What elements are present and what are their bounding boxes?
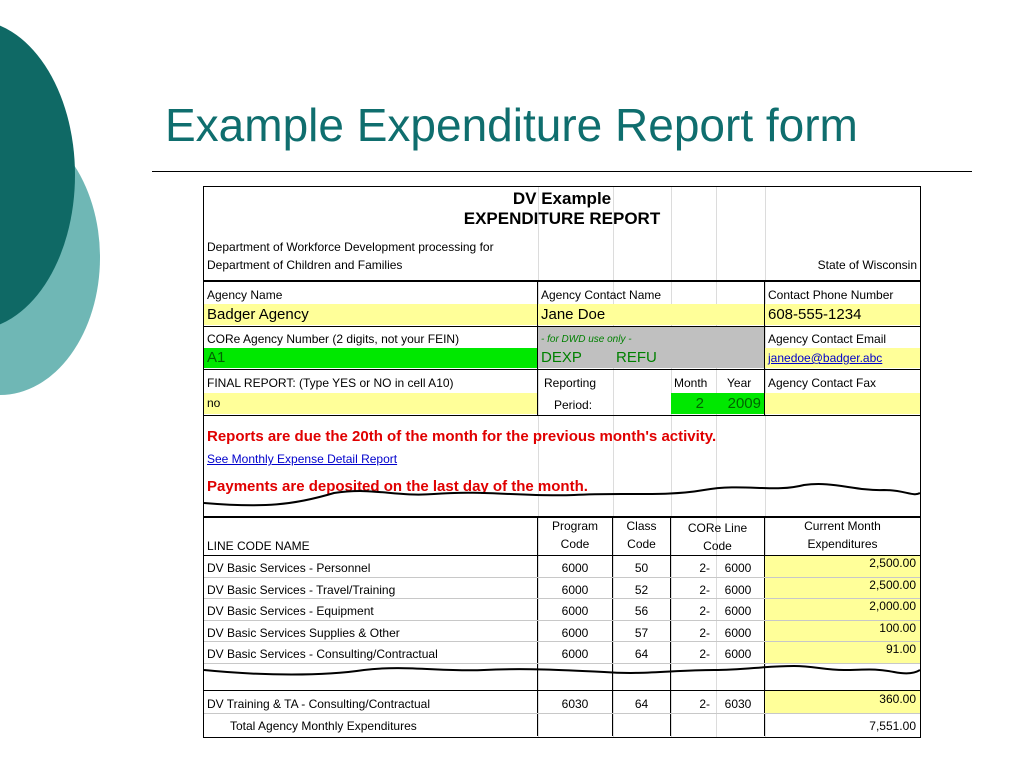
row-program-code: 6000: [561, 647, 589, 662]
email-link[interactable]: janedoe@badger.abc: [768, 351, 883, 365]
title-divider: [152, 171, 972, 172]
core-agency-label: CORe Agency Number (2 digits, not your FEIN): [207, 332, 460, 346]
header-core-line1: CORe Line: [687, 521, 748, 535]
row-core-code: 6000: [724, 582, 752, 597]
header-program-line1: Program: [551, 519, 598, 533]
dwd-refu: REFU: [616, 349, 657, 366]
month-label: Month: [674, 376, 708, 390]
phone-field[interactable]: 608-555-1234: [765, 304, 920, 325]
header-class-line1: Class: [626, 519, 657, 533]
monthly-expense-detail-link[interactable]: See Monthly Expense Detail Report: [207, 452, 398, 466]
total-label: Total Agency Monthly Expenditures: [230, 719, 417, 733]
fax-label: Agency Contact Fax: [768, 376, 877, 390]
row-core-code: 6000: [724, 647, 752, 662]
row-line-code-name: DV Basic Services - Equipment: [207, 604, 374, 619]
slide-title: Example Expenditure Report form: [165, 99, 858, 151]
year-field[interactable]: 2009: [716, 393, 764, 414]
training-row-name: DV Training & TA - Consulting/Contractual: [207, 697, 430, 711]
row-core-prefix: 2-: [699, 604, 710, 619]
final-report-field[interactable]: no: [204, 393, 537, 414]
row-line-code-name: DV Basic Services - Personnel: [207, 561, 371, 575]
dwd-use-label: - for DWD use only -: [541, 334, 632, 345]
row-core-prefix: 2-: [699, 647, 710, 662]
department-line-2: Department of Children and Families: [207, 258, 403, 272]
row-line-code-name: DV Basic Services Supplies & Other: [207, 625, 400, 640]
row-core-prefix: 2-: [699, 625, 710, 640]
email-label: Agency Contact Email: [768, 332, 887, 346]
training-row-amount[interactable]: 360.00: [765, 691, 920, 713]
decorative-circles: [0, 0, 110, 420]
contact-name-field[interactable]: Jane Doe: [538, 304, 764, 325]
report-title: DV Example: [512, 189, 612, 208]
row-current-amount[interactable]: 2,000.00: [765, 599, 920, 620]
payment-notice: Payments are deposited on the last day of the month.: [207, 478, 588, 495]
row-core-code: 6000: [724, 604, 752, 619]
row-current-amount[interactable]: 2,500.00: [765, 578, 920, 599]
row-class-code: 52: [634, 582, 649, 597]
header-core-line2: Code: [703, 539, 732, 553]
row-class-code: 57: [634, 625, 649, 640]
row-line-code-name: DV Basic Services - Consulting/Contractual: [207, 647, 438, 662]
row-current-amount[interactable]: 2,500.00: [765, 556, 920, 577]
phone-label: Contact Phone Number: [768, 288, 894, 302]
total-value: 7,551.00: [869, 719, 916, 733]
row-program-code: 6000: [561, 561, 589, 575]
expenditure-report-sheet: [203, 186, 921, 738]
contact-name-label: Agency Contact Name: [541, 288, 662, 302]
state-label: State of Wisconsin: [817, 258, 917, 272]
row-core-code: 6000: [724, 561, 752, 575]
training-row-core-prefix: 2-: [699, 697, 710, 711]
header-current-line1: Current Month: [804, 519, 881, 533]
header-class-line2: Code: [627, 537, 656, 551]
break-line-top: [204, 481, 920, 517]
row-line-code-name: DV Basic Services - Travel/Training: [207, 582, 396, 597]
agency-name-label: Agency Name: [207, 288, 283, 302]
row-program-code: 6000: [561, 625, 589, 640]
header-program-line2: Code: [560, 537, 590, 551]
header-current-line2: Expenditures: [807, 537, 878, 551]
row-core-code: 6000: [724, 625, 752, 640]
training-row-program: 6030: [561, 697, 589, 711]
row-core-prefix: 2-: [699, 561, 710, 575]
training-row-class: 64: [634, 697, 649, 711]
break-line-bottom: [204, 662, 920, 686]
row-class-code: 56: [634, 604, 649, 619]
fax-field[interactable]: [765, 393, 920, 414]
row-program-code: 6000: [561, 604, 589, 619]
department-line-1: Department of Workforce Development processing for: [207, 240, 494, 254]
final-report-label: FINAL REPORT: (Type YES or NO in cell A10): [207, 376, 454, 390]
row-core-prefix: 2-: [699, 582, 710, 597]
training-row-core-code: 6030: [724, 697, 752, 711]
agency-name-field[interactable]: Badger Agency: [204, 304, 537, 325]
period-label: Period:: [554, 398, 593, 412]
row-current-amount[interactable]: 100.00: [765, 621, 920, 642]
email-field[interactable]: [765, 348, 920, 368]
row-current-amount[interactable]: 91.00: [765, 642, 920, 663]
report-subtitle: EXPENDITURE REPORT: [463, 209, 661, 228]
month-field[interactable]: 2: [671, 393, 716, 414]
header-line-code-name: LINE CODE NAME: [207, 539, 310, 553]
year-label: Year: [727, 376, 752, 390]
row-class-code: 50: [634, 561, 649, 575]
row-program-code: 6000: [561, 582, 589, 597]
dwd-dexp: DEXP: [541, 349, 582, 366]
due-date-notice: Reports are due the 20th of the month for the previous month's activity.: [207, 428, 717, 445]
core-agency-field[interactable]: A1: [204, 348, 537, 368]
row-class-code: 64: [634, 647, 649, 662]
reporting-label: Reporting: [544, 376, 597, 390]
